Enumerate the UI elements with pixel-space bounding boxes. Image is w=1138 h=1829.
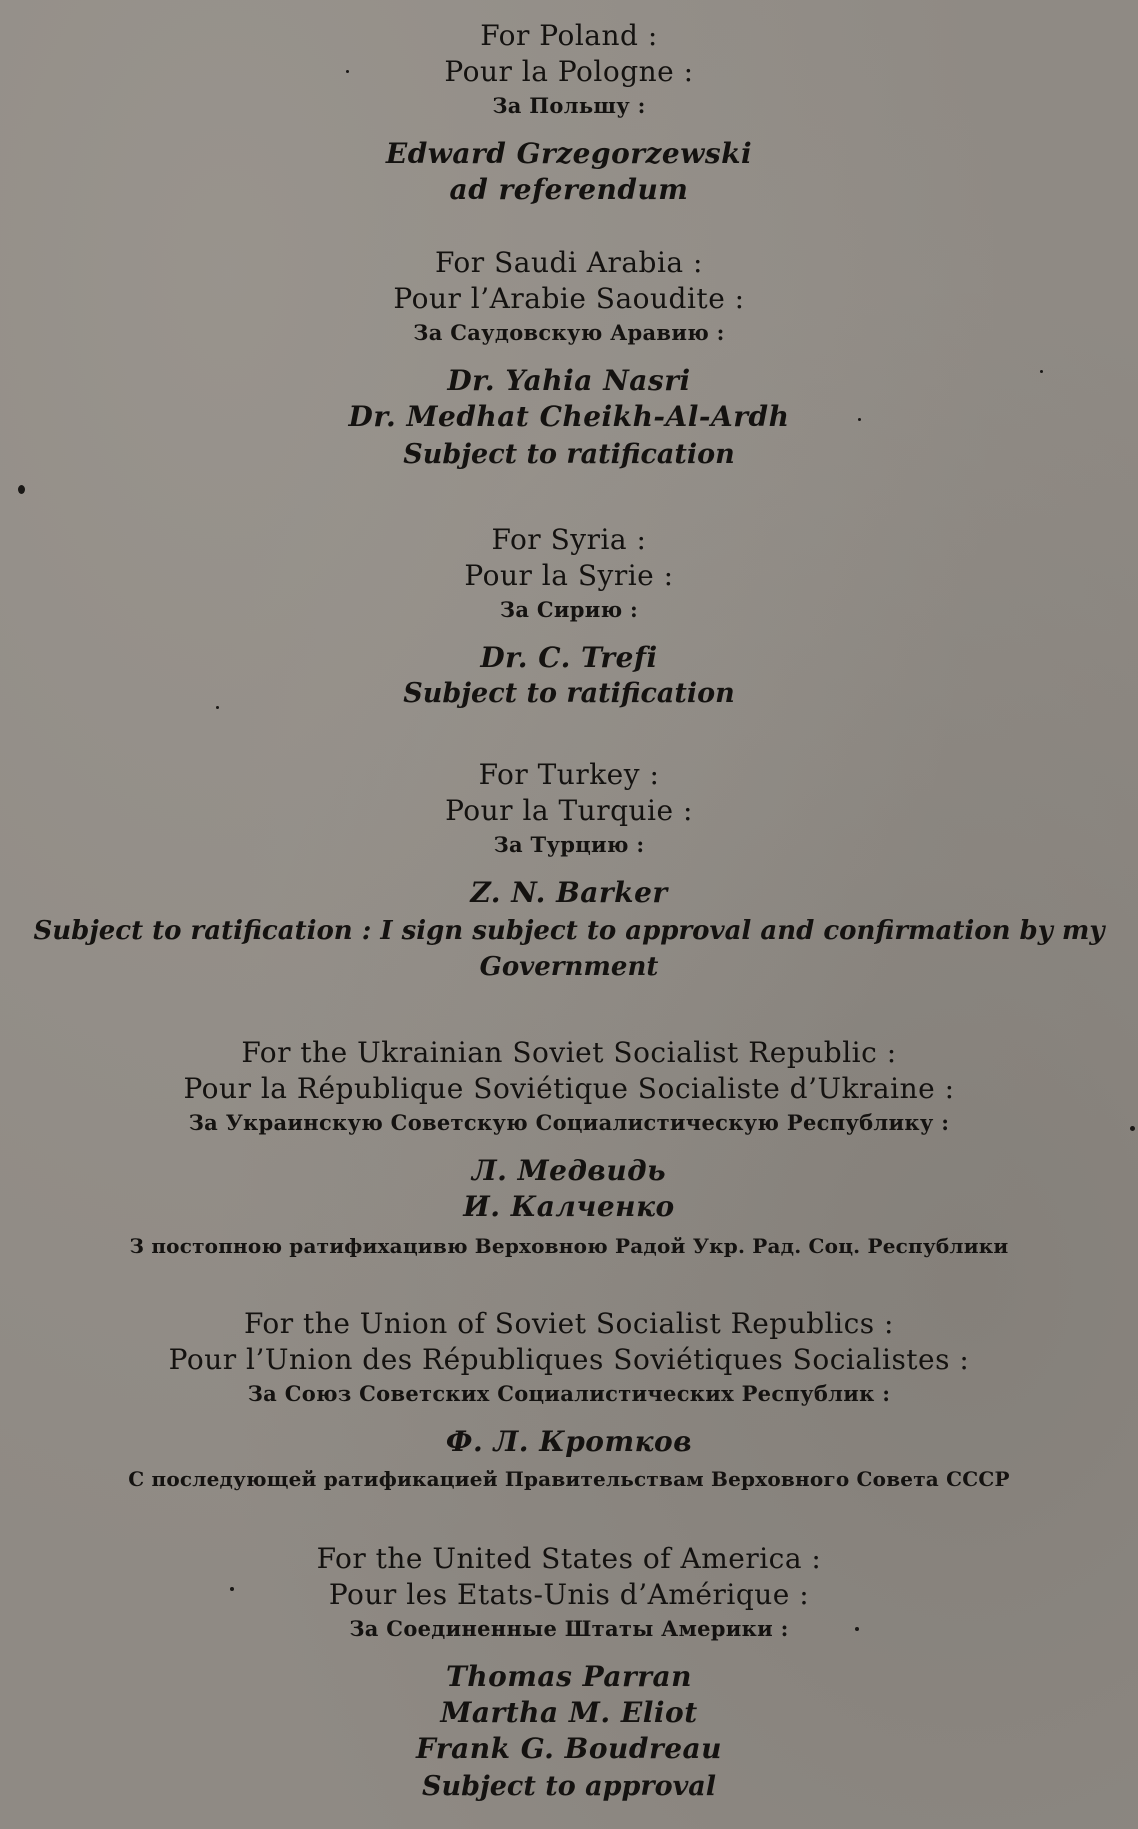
heading-en: For the United States of America :	[316, 1542, 822, 1575]
signatory-note: Subject to ratification	[403, 678, 735, 709]
heading-ru: За Соединенные Штаты Америки :	[349, 1616, 789, 1641]
heading-ru: За Союз Советских Социалистических Республик :	[247, 1381, 891, 1406]
heading-fr: Pour les Etats-Unis d’Amérique :	[328, 1578, 810, 1611]
heading-en: For the Union of Soviet Socialist Republics :	[244, 1307, 894, 1340]
signatory-note: З постопною ратифихацивю Верховною Радой Укр. Рад. Соц. Республики	[129, 1234, 1009, 1258]
signatory-name: Z. N. Barker	[470, 876, 668, 909]
heading-en: For Poland :	[480, 19, 658, 52]
paper-speck	[346, 70, 349, 73]
heading-fr: Pour l’Union des Républiques Soviétiques Socialistes :	[168, 1343, 970, 1376]
signatory-name: И. Калченко	[463, 1190, 675, 1223]
paper-speck	[855, 1627, 859, 1631]
paper-speck	[1130, 1126, 1135, 1131]
signatory-note: Subject to ratification	[403, 439, 735, 470]
signatory-block-saudi-arabia	[0, 245, 1138, 473]
heading-ru: За Польшу :	[492, 93, 646, 118]
heading-fr: Pour la République Soviétique Socialiste d’Ukraine :	[183, 1072, 955, 1105]
signatory-name: Dr. Medhat Cheikh-Al-Ardh	[348, 400, 790, 433]
paper-speck	[216, 706, 219, 709]
signatory-block-usa	[0, 1541, 1138, 1805]
signatory-name: Л. Медвидь	[471, 1154, 667, 1187]
signatory-name: Martha M. Eliot	[440, 1696, 698, 1729]
heading-fr: Pour la Pologne :	[444, 55, 694, 88]
heading-ru: За Сирию :	[499, 597, 639, 622]
paper-speck	[1040, 370, 1043, 373]
heading-ru: За Украинскую Советскую Социалистическую Республику :	[188, 1110, 950, 1135]
paper-speck	[230, 1587, 234, 1591]
paper-speck	[858, 418, 861, 421]
signatory-name: Edward Grzegorzewski	[385, 137, 753, 170]
heading-fr: Pour la Turquie :	[445, 794, 693, 827]
signatory-block-ukraine	[0, 1035, 1138, 1261]
heading-en: For the Ukrainian Soviet Socialist Republic :	[241, 1036, 897, 1069]
signatory-block-poland	[0, 18, 1138, 208]
signatory-name: Thomas Parran	[445, 1660, 693, 1693]
heading-en: For Syria :	[491, 523, 647, 556]
signatory-note: С последующей ратификацией Правительствам Верховного Совета СССР	[128, 1467, 1010, 1491]
paper-speck	[18, 485, 25, 494]
heading-en: For Saudi Arabia :	[435, 246, 703, 279]
heading-fr: Pour la Syrie :	[464, 559, 674, 592]
signatory-block-turkey	[0, 757, 1138, 985]
heading-en: For Turkey :	[478, 758, 660, 791]
signatory-name: Dr. C. Trefi	[480, 641, 658, 674]
signatory-name: Frank G. Boudreau	[415, 1732, 723, 1765]
signatory-block-ussr	[0, 1306, 1138, 1494]
heading-fr: Pour l’Arabie Saoudite :	[393, 282, 745, 315]
signatory-name: Ф. Л. Кротков	[445, 1425, 693, 1458]
heading-ru: За Турцию :	[493, 832, 645, 857]
signatory-name: Dr. Yahia Nasri	[447, 364, 691, 397]
heading-ru: За Саудовскую Аравию :	[413, 320, 725, 345]
signatory-note: ad referendum	[449, 173, 689, 206]
signatory-note: Subject to ratification : I sign subject to approval and confirmation by my	[33, 916, 1105, 946]
signatory-note: Subject to approval	[421, 1771, 717, 1802]
signatory-note-continued: Government	[479, 952, 659, 982]
signatory-block-syria	[0, 522, 1138, 712]
